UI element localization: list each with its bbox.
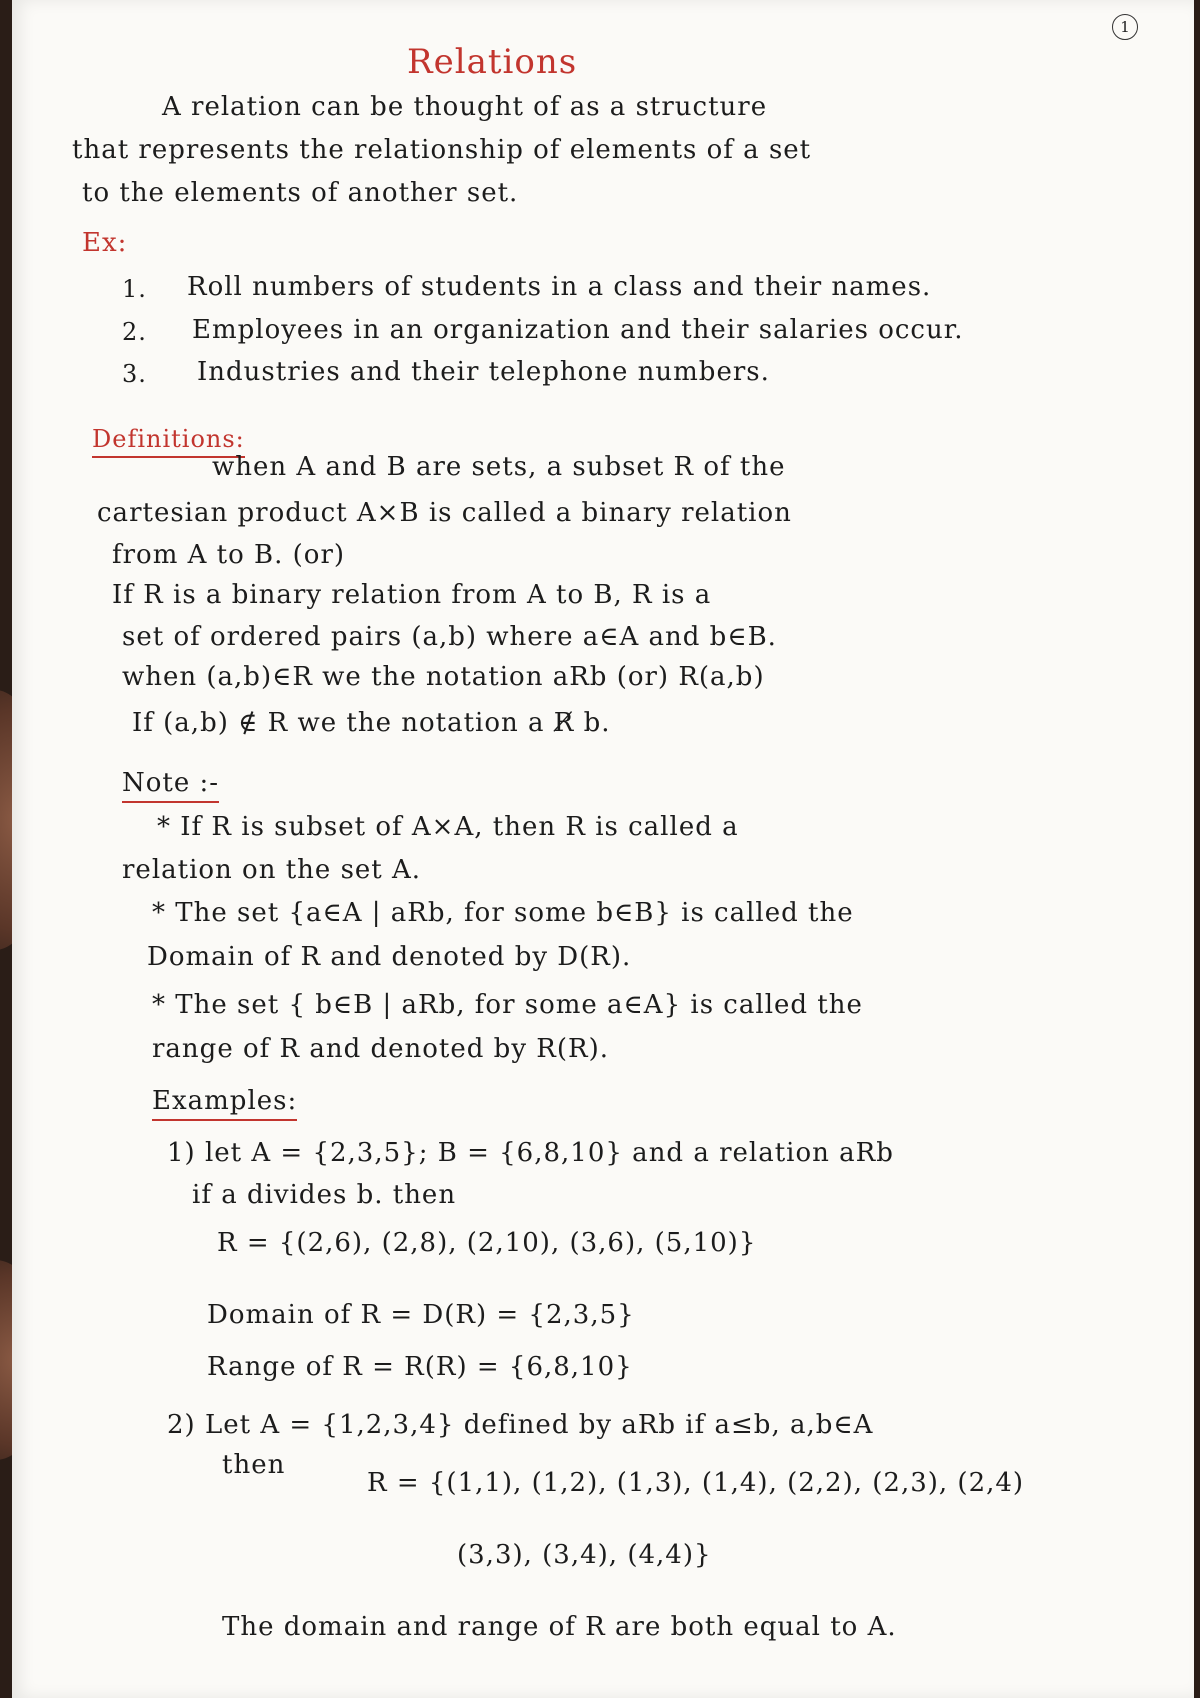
definition-line-6: when (a,b)∈R we the notation aRb (or) R(a,b) (122, 662, 765, 692)
note-line-6: range of R and denoted by R(R). (152, 1034, 609, 1064)
notebook-page (12, 0, 1194, 1698)
definition-line-7: If (a,b) ∉ R we the notation a R̸ b. (132, 708, 611, 738)
intro-line-2: that represents the relationship of elements of a set (72, 135, 812, 165)
intro-line-3: to the elements of another set. (82, 178, 519, 208)
worked-line-10: The domain and range of R are both equal to A. (222, 1612, 897, 1642)
examples-heading: Examples: (152, 1086, 297, 1121)
example-text-2: Employees in an organization and their salaries occur. (192, 315, 964, 345)
definition-line-2: cartesian product A×B is called a binary relation (97, 498, 792, 528)
worked-line-1: 1) let A = {2,3,5}; B = {6,8,10} and a relation aRb (167, 1138, 894, 1168)
ex-heading: Ex: (82, 228, 128, 258)
note-line-4: Domain of R and denoted by D(R). (147, 942, 632, 972)
note-line-5: * The set { b∈B | aRb, for some a∈A} is called the (152, 990, 863, 1020)
worked-line-2: if a divides b. then (192, 1180, 457, 1210)
page-title: Relations (407, 42, 578, 82)
worked-line-9: (3,3), (3,4), (4,4)} (457, 1540, 712, 1570)
example-text-3: Industries and their telephone numbers. (197, 357, 770, 387)
example-text-1: Roll numbers of students in a class and their names. (187, 272, 932, 302)
example-number-1: 1. (122, 275, 147, 303)
worked-line-7: then (222, 1450, 286, 1480)
note-heading: Note :- (122, 768, 219, 803)
intro-line-1: A relation can be thought of as a structure (162, 92, 768, 122)
example-number-2: 2. (122, 318, 147, 346)
definition-line-3: from A to B. (or) (112, 540, 346, 570)
example-number-3: 3. (122, 360, 147, 388)
worked-line-6: 2) Let A = {1,2,3,4} defined by aRb if a≤b, a,b∈A (167, 1410, 874, 1440)
definition-line-1: when A and B are sets, a subset R of the (212, 452, 786, 482)
worked-line-3: R = {(2,6), (2,8), (2,10), (3,6), (5,10)} (217, 1228, 757, 1258)
definition-line-5: set of ordered pairs (a,b) where a∈A and b∈B. (122, 622, 777, 652)
note-line-2: relation on the set A. (122, 855, 422, 885)
note-line-1: * If R is subset of A×A, then R is called a (157, 812, 739, 842)
definition-line-4: If R is a binary relation from A to B, R is a (112, 580, 712, 610)
note-line-3: * The set {a∈A | aRb, for some b∈B} is called the (152, 898, 854, 928)
definitions-heading: Definitions: (92, 425, 245, 458)
worked-line-4: Domain of R = D(R) = {2,3,5} (207, 1300, 635, 1330)
worked-line-5: Range of R = R(R) = {6,8,10} (207, 1352, 633, 1382)
page-number: 1 (1112, 14, 1138, 40)
worked-line-8: R = {(1,1), (1,2), (1,3), (1,4), (2,2), (2,3), (2,4) (367, 1468, 1025, 1498)
